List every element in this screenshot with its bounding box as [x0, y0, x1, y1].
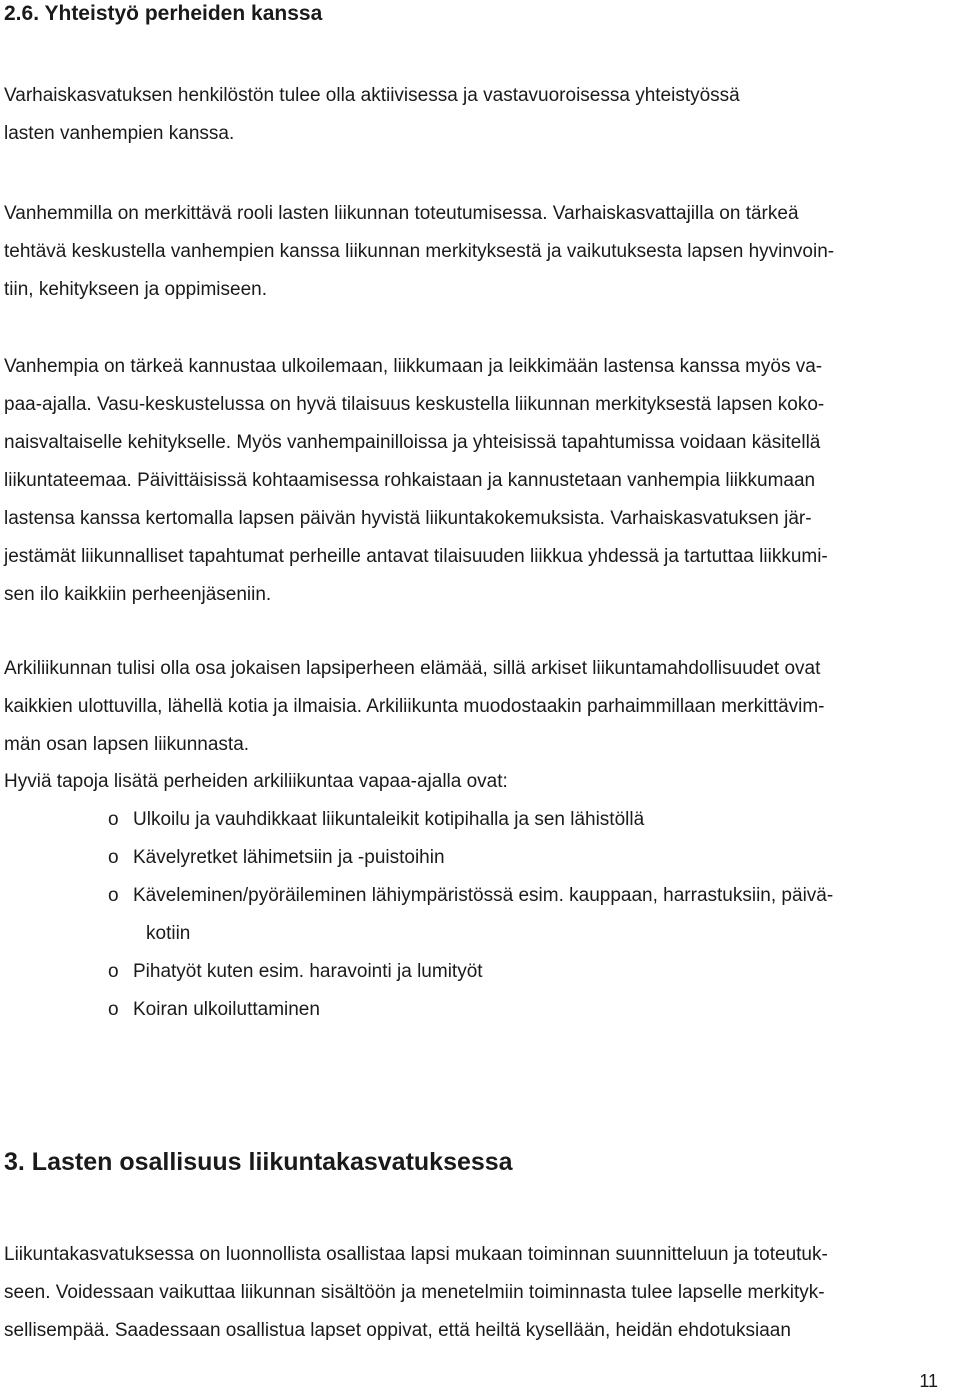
text-line: Varhaiskasvatuksen henkilöstön tulee olla aktiivisessa ja vastavuoroisessa yhteistyössä [4, 85, 740, 106]
list-item [108, 991, 833, 1029]
paragraph-everyday-exercise [4, 650, 825, 764]
page-number: 11 [919, 1371, 938, 1391]
text-line: Vanhemmilla on merkittävä rooli lasten liikunnan toteutumisessa. Varhaiskasvattajilla on tärkeä [4, 203, 799, 224]
list-item-text: Ulkoilu ja vauhdikkaat liikuntaleikit kotipihalla ja sen lähistöllä [133, 809, 645, 830]
text-line: tiin, kehitykseen ja oppimiseen. [4, 279, 267, 300]
bullet-marker: o [108, 999, 119, 1020]
paragraph-parents-role [4, 195, 834, 309]
text-line: Hyviä tapoja lisätä perheiden arkiliikuntaa vapaa-ajalla ovat: [4, 771, 508, 792]
text-line: Arkiliikunnan tulisi olla osa jokaisen lapsiperheen elämää, sillä arkiset liikuntamahdollisuudet ovat [4, 658, 821, 679]
list-item-text: Pihatyöt kuten esim. haravointi ja lumityöt [133, 961, 483, 982]
list-item [108, 801, 833, 839]
intro-paragraph [4, 77, 740, 153]
text-line: sen ilo kaikkiin perheenjäseniin. [4, 584, 272, 605]
activity-list [108, 801, 833, 1029]
section-heading-3: 3. Lasten osallisuus liikuntakasvatuksessa [4, 1148, 513, 1176]
text-line: sellisempää. Saadessaan osallistua lapset oppivat, että heiltä kysellään, heidän ehdotuksiaan [4, 1320, 791, 1341]
text-line: Vanhempia on tärkeä kannustaa ulkoilemaan, liikkumaan ja leikkimään lastensa kanssa myös va- [4, 356, 823, 377]
text-line: liikuntateemaa. Päivittäisissä kohtaamisessa rohkaistaan ja kannustetaan vanhempia liikkumaan [4, 470, 816, 491]
section-heading-2-6: 2.6. Yhteistyö perheiden kanssa [4, 2, 323, 25]
bullet-marker: o [108, 809, 119, 830]
text-line: tehtävä keskustella vanhempien kanssa liikunnan merkityksestä ja vaikutuksesta lapsen hyvinvoin- [4, 241, 835, 262]
list-item-text: Käveleminen/pyöräileminen lähiympäristössä esim. kauppaan, harrastuksiin, päivä- [133, 885, 834, 906]
paragraph-encourage-parents [4, 348, 828, 614]
text-line: män osan lapsen liikunnasta. [4, 734, 250, 755]
bullet-marker: o [108, 961, 119, 982]
list-item-text: Kävelyretket lähimetsiin ja -puistoihin [133, 847, 445, 868]
list-item-text: Koiran ulkoiluttaminen [133, 999, 320, 1020]
list-item [108, 839, 833, 877]
text-line: naisvaltaiselle kehitykselle. Myös vanhempainilloissa ja yhteisissä tapahtumissa voidaan käsitellä [4, 432, 821, 453]
text-line: lastensa kanssa kertomalla lapsen päivän hyvistä liikuntakokemuksista. Varhaiskasvatuksen jär- [4, 508, 812, 529]
text-line: seen. Voidessaan vaikuttaa liikunnan sisältöön ja menetelmiin toiminnasta tulee lapselle merkityk- [4, 1282, 825, 1303]
text-line: paa-ajalla. Vasu-keskustelussa on hyvä tilaisuus keskustella liikunnan merkityksestä lapsen koko- [4, 394, 825, 415]
text-line: jestämät liikunnalliset tapahtumat perheille antavat tilaisuuden liikkua yhdessä ja tartuttaa liikkumi- [4, 546, 828, 567]
text-line: lasten vanhempien kanssa. [4, 123, 235, 144]
bullet-marker: o [108, 885, 119, 906]
list-item [108, 877, 833, 953]
paragraph-child-participation [4, 1236, 828, 1350]
list-item [108, 953, 833, 991]
text-line: Liikuntakasvatuksessa on luonnollista osallistaa lapsi mukaan toiminnan suunnitteluun ja toteutuk- [4, 1244, 828, 1265]
text-line: kaikkien ulottuvilla, lähellä kotia ja ilmaisia. Arkiliikunta muodostaakin parhaimmillaan merkittävim- [4, 696, 825, 717]
list-item-continuation: kotiin [146, 923, 191, 944]
bullet-marker: o [108, 847, 119, 868]
list-intro [4, 763, 508, 801]
